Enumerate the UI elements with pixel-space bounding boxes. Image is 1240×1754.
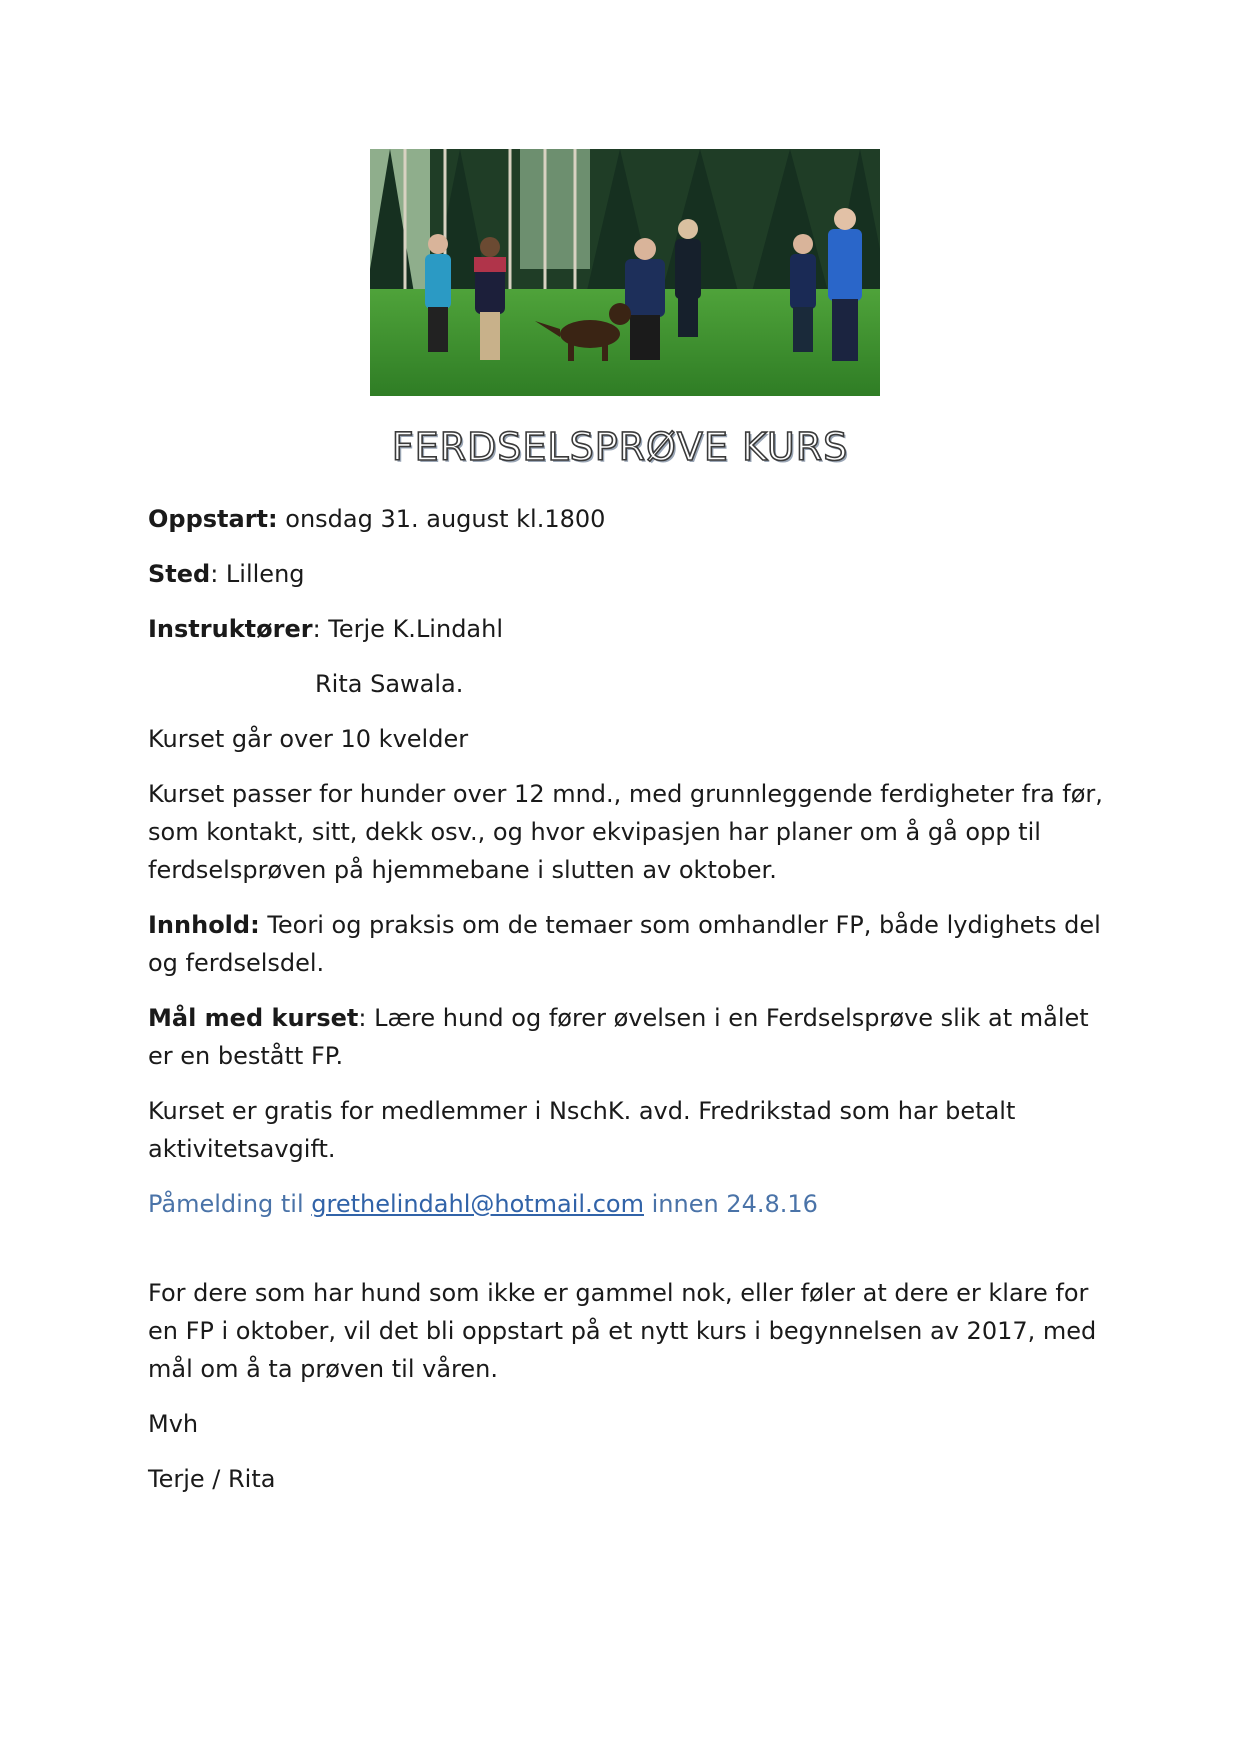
signup-suffix: innen 24.8.16 xyxy=(643,1190,818,1218)
content-line xyxy=(148,906,1108,982)
course-photo-icon xyxy=(370,149,880,396)
suitability-text: Kurset passer for hunder over 12 mnd., med grunnleggende ferdigheter fra før, som kontakt, sitt, dekk osv., og hvor ekvipasjen har planer om å gå opp til ferdselsprøven på hjemmebane i slutten av oktober. xyxy=(148,780,1103,884)
signature: Terje / Rita xyxy=(148,1465,276,1493)
content-label: Innhold: xyxy=(148,911,260,939)
location-value: : Lilleng xyxy=(210,560,305,588)
location-line xyxy=(148,555,1108,593)
goal-label: Mål med kurset xyxy=(148,1004,359,1032)
start-label: Oppstart: xyxy=(148,505,278,533)
instructors-value: : Terje K.Lindahl xyxy=(312,615,504,643)
spacer xyxy=(148,1240,1108,1274)
course-info xyxy=(148,500,1108,1515)
location-label: Sted xyxy=(148,560,211,588)
start-line xyxy=(148,500,1108,538)
content-value: Teori og praksis om de temaer som omhandler FP, både lydighets del og ferdselsdel. xyxy=(148,911,1101,977)
goal-value: : Lære hund og fører øvelsen i en Ferdselsprøve slik at målet er en bestått FP. xyxy=(148,1004,1089,1070)
signup-email-link[interactable]: grethelindahl@hotmail.com xyxy=(311,1190,644,1218)
signup-prefix: Påmelding til xyxy=(148,1190,312,1218)
instructors-label: Instruktører xyxy=(148,615,313,643)
greeting: Mvh xyxy=(148,1410,199,1438)
page-title: FERDSELSPRØVE KURS xyxy=(391,425,849,469)
goal-line xyxy=(148,999,1108,1075)
signup-line xyxy=(148,1185,1108,1223)
instructors-line xyxy=(148,610,1108,648)
free-text: Kurset er gratis for medlemmer i NschK. avd. Fredrikstad som har betalt aktivitetsavgift. xyxy=(148,1097,1016,1163)
future-course-text: For dere som har hund som ikke er gammel nok, eller føler at dere er klare for en FP i oktober, vil det bli oppstart på et nytt kurs i begynnelsen av 2017, med mål om å ta prøven til våren. xyxy=(148,1279,1097,1383)
evenings-text: Kurset går over 10 kvelder xyxy=(148,725,469,753)
second-instructor: Rita Sawala. xyxy=(315,670,464,698)
start-value: onsdag 31. august kl.1800 xyxy=(277,505,606,533)
course-photo xyxy=(370,149,880,396)
